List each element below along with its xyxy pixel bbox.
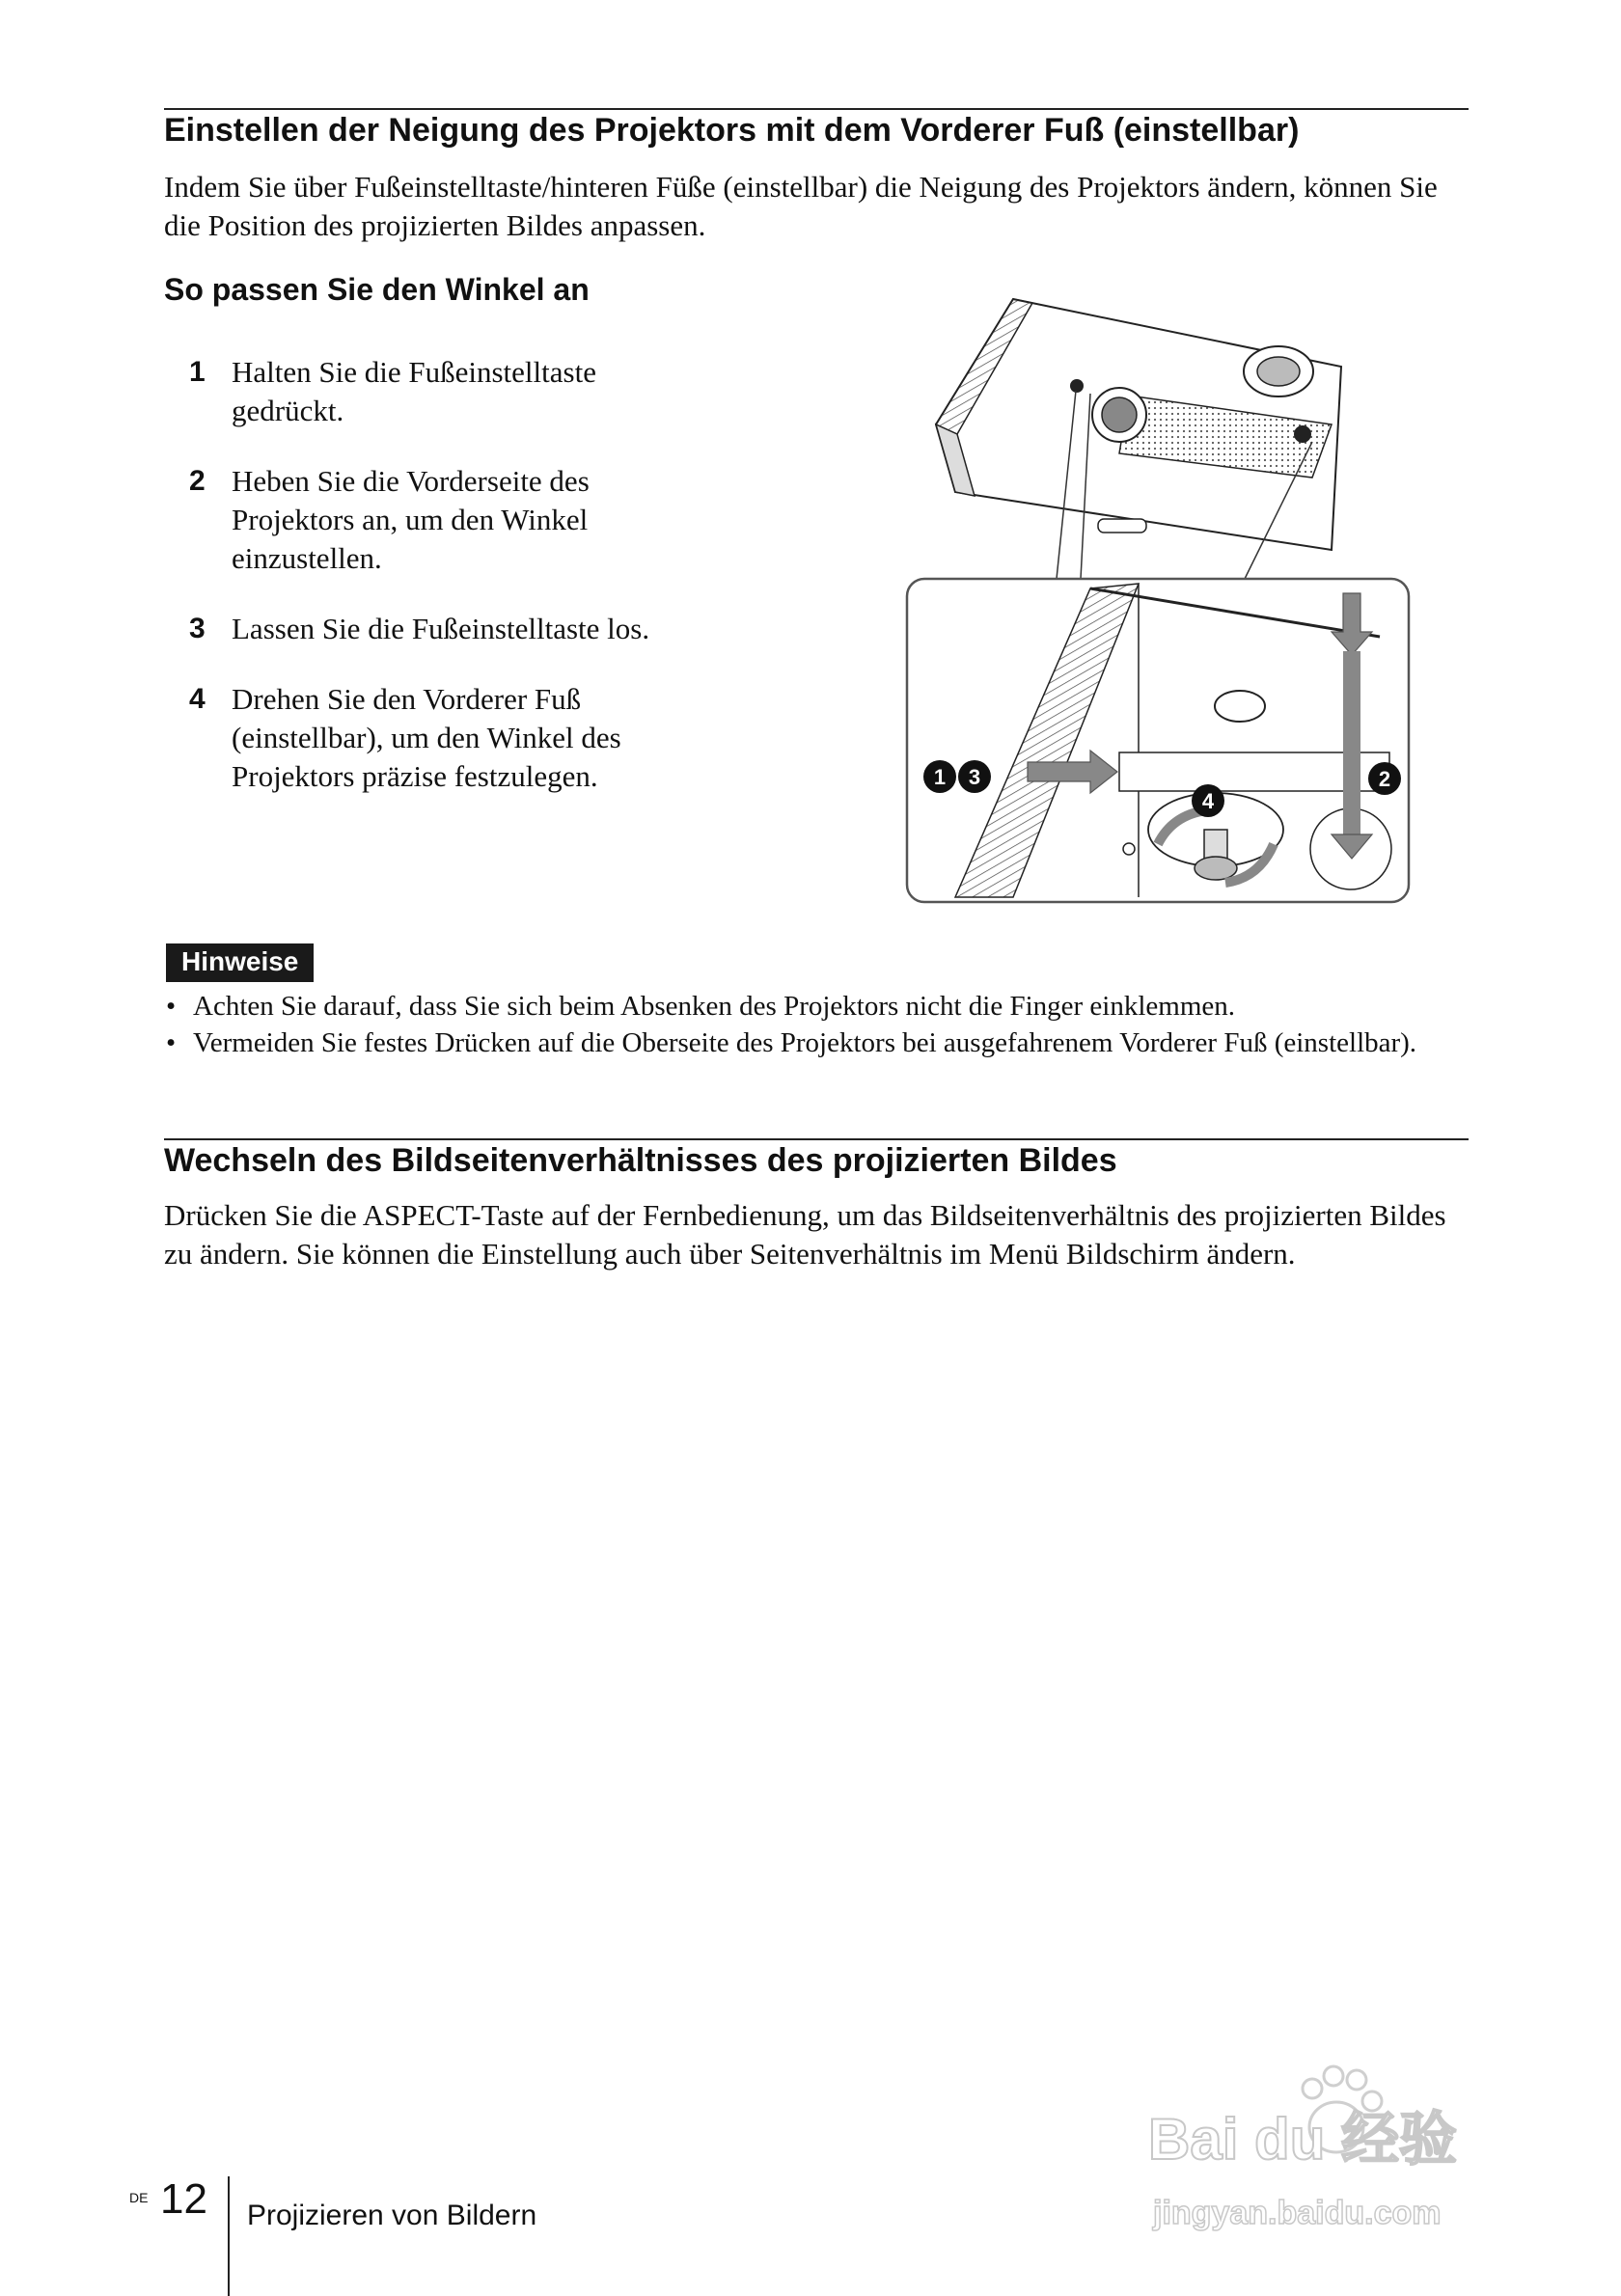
procedure-heading: So passen Sie den Winkel an: [164, 272, 590, 307]
section-rule: [164, 108, 1469, 110]
footer-language: DE: [129, 2190, 149, 2205]
callout-4: [1192, 784, 1224, 817]
callout-2: [1368, 762, 1401, 795]
step-number: 3: [189, 613, 206, 644]
baidu-watermark: [1148, 2055, 1553, 2238]
watermark-brand: Bai du 经验: [1148, 2107, 1458, 2172]
note-item: • Achten Sie darauf, dass Sie sich beim Absenken des Projektors nicht die Finger einklemmen.: [166, 988, 1478, 1025]
section-rule: [164, 1138, 1469, 1140]
notes-list: [166, 988, 1478, 1061]
lift-arrow-shaft: [1343, 651, 1360, 834]
note-text: Achten Sie darauf, dass Sie sich beim Absenken des Projektors nicht die Finger einklemmen.: [193, 991, 1236, 1022]
step-item: [189, 610, 768, 648]
projector-body: [936, 299, 1341, 550]
step-number: 4: [189, 683, 206, 715]
step-item: [189, 680, 768, 796]
section-aspect-text: Drücken Sie die ASPECT-Taste auf der Fernbedienung, um das Bildseitenverhältnis des projizierten Bildes zu ändern. Sie können die Einstellung auch über Seitenverhältnis im Menü Bildschirm ändern.: [164, 1198, 1446, 1271]
step-item: [189, 462, 768, 578]
callout-3: [958, 760, 991, 793]
zoom-inset: [907, 579, 1409, 902]
note-text: Vermeiden Sie festes Drücken auf die Oberseite des Projektors bei ausgefahrenem Vorderer Fuß (einstellbar).: [193, 1027, 1417, 1058]
footer-chapter-title: Projizieren von Bildern: [247, 2200, 537, 2231]
note-item: • Vermeiden Sie festes Drücken auf die Oberseite des Projektors bei ausgefahrenem Vorderer Fuß (einstellbar).: [166, 1025, 1478, 1061]
step-list: [189, 353, 768, 828]
step-text: Heben Sie die Vorderseite des Projektors an, um den Winkel einzustellen.: [232, 464, 590, 575]
page-number: 12: [160, 2175, 207, 2223]
svg-text:2: 2: [1378, 767, 1391, 791]
callout-1: [923, 760, 956, 793]
svg-text:4: 4: [1201, 789, 1215, 813]
notes-label: Hinweise: [166, 943, 314, 982]
step-item: [189, 353, 768, 430]
section-intro-text: Indem Sie über Fußeinstelltaste/hinteren Füße (einstellbar) die Neigung des Projektors ändern, können Sie die Position des projizierten Bildes anpassen.: [164, 170, 1438, 242]
footer-divider: [228, 2176, 230, 2296]
step-text: Drehen Sie den Vorderer Fuß (einstellbar), um den Winkel des Projektors präzise festzulegen.: [232, 682, 621, 793]
watermark-url: jingyan.baidu.com: [1153, 2195, 1442, 2231]
step-number: 1: [189, 356, 206, 388]
step-text: Halten Sie die Fußeinstelltaste gedrückt.: [232, 355, 596, 427]
svg-text:3: 3: [968, 765, 981, 789]
step-number: 2: [189, 465, 206, 497]
projector-foot-illustration: [897, 289, 1418, 907]
svg-text:1: 1: [933, 765, 947, 789]
step-text: Lassen Sie die Fußeinstelltaste los.: [232, 612, 650, 645]
section-heading-aspect: Wechseln des Bildseitenverhältnisses des projizierten Bildes: [164, 1142, 1117, 1179]
section-heading-tilt: Einstellen der Neigung des Projektors mit dem Vorderer Fuß (einstellbar): [164, 112, 1300, 149]
